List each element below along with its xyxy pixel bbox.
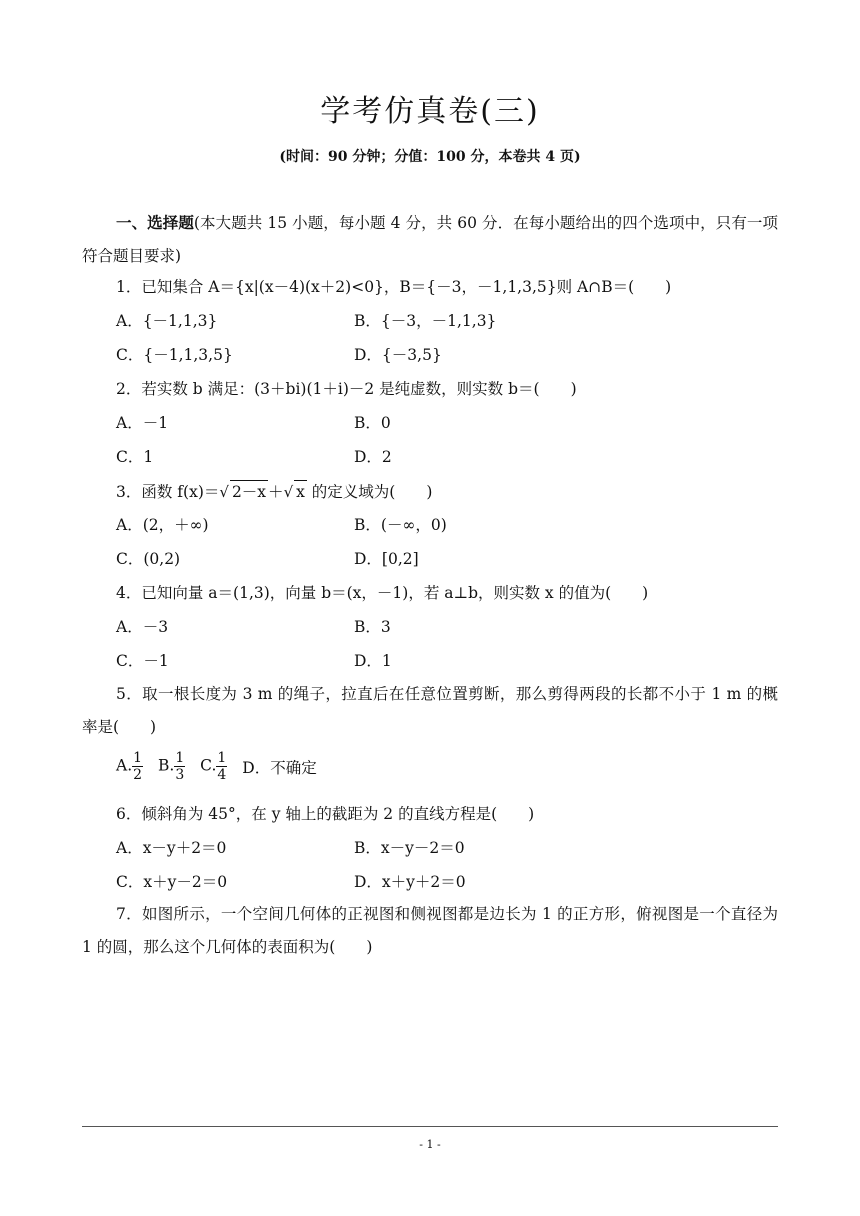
section-text: (本大题共 15 小题，每小题 4 分，共 60 分．在每小题给出的四个选项中，只有一项符合题目要求): [82, 214, 778, 265]
question-1-option-b: B．{－3，－1,1,3}: [354, 312, 497, 330]
question-2-option-c: C．1: [116, 448, 154, 466]
question-3-radicand-1: 2－x: [230, 480, 268, 503]
fraction: [216, 750, 227, 783]
question-3-stem-mid: ＋: [268, 483, 284, 501]
question-3-option-c: C．(0,2): [116, 550, 181, 568]
sqrt-icon: √: [219, 483, 229, 501]
question-3-stem-pre: 3．函数 f(x)＝: [116, 483, 220, 501]
question-3-stem: [116, 480, 432, 503]
question-6-option-a: A．x－y＋2＝0: [116, 839, 227, 857]
page-number: - 1 -: [419, 1138, 441, 1151]
question-5-option-b: [158, 750, 185, 783]
question-5-option-c: [200, 750, 227, 783]
exam-title: 学考仿真卷(三): [320, 94, 540, 129]
question-1-option-a: A．{－1,1,3}: [116, 312, 218, 330]
question-4-option-b: B．3: [354, 618, 391, 636]
question-6-stem: 6．倾斜角为 45°，在 y 轴上的截距为 2 的直线方程是( ): [116, 805, 535, 823]
question-5-option-a: [116, 750, 143, 783]
question-3-radicand-2: x: [294, 480, 307, 503]
question-2-option-d: D．2: [354, 448, 392, 466]
question-4-option-a: A．－3: [116, 618, 169, 636]
footer-divider: [82, 1126, 778, 1127]
option-label: A.: [116, 756, 133, 775]
fraction-numerator: 1: [217, 750, 227, 766]
question-4-stem: 4．已知向量 a＝(1,3)，向量 b＝(x，－1)，若 a⊥b，则实数 x 的值为( ): [116, 584, 649, 602]
question-1-option-d: D．{－3,5}: [354, 346, 442, 364]
question-6-option-c: C．x＋y－2＝0: [116, 873, 228, 891]
exam-subtitle: (时间：90 分钟；分值：100 分，本卷共 4 页): [279, 149, 581, 165]
question-5-options: [116, 750, 327, 790]
section-heading: 一、选择题: [116, 213, 194, 232]
fraction-denominator: 3: [175, 767, 185, 783]
question-5-stem: 5．取一根长度为 3 m 的绳子，拉直后在任意位置剪断，那么剪得两段的长都不小于 1 m 的概率是( ): [82, 685, 778, 736]
question-1-stem: 1．已知集合 A＝{x|(x－4)(x＋2)<0}，B＝{－3，－1,1,3,5}则 A∩B＝( ): [116, 278, 672, 296]
question-4-option-d: D．1: [354, 652, 392, 670]
sqrt-icon: √: [283, 483, 294, 501]
fraction-numerator: 1: [133, 750, 143, 766]
question-3-option-b: B．(－∞，0): [354, 516, 447, 534]
fraction-numerator: 1: [175, 750, 185, 766]
fraction: [174, 750, 185, 783]
question-1-option-c: C．{－1,1,3,5}: [116, 346, 233, 364]
question-2-option-a: A．－1: [116, 414, 169, 432]
question-3-stem-post: 的定义域为( ): [306, 483, 433, 501]
question-2-option-b: B．0: [354, 414, 391, 432]
question-4-option-c: C．－1: [116, 652, 169, 670]
question-5-option-d: D．不确定: [242, 758, 317, 777]
fraction: [132, 750, 143, 783]
question-7-stem: 7．如图所示，一个空间几何体的正视图和侧视图都是边长为 1 的正方形，俯视图是一个直径为 1 的圆，那么这个几何体的表面积为( ): [82, 905, 778, 956]
question-3-option-d: D．[0,2]: [354, 550, 419, 568]
question-6-option-b: B．x－y－2＝0: [354, 839, 465, 857]
section-instructions: [82, 206, 778, 273]
fraction-denominator: 2: [133, 767, 143, 783]
option-label: B.: [157, 756, 175, 775]
fraction-denominator: 4: [217, 767, 227, 783]
question-3-option-a: A．(2，＋∞): [116, 516, 209, 534]
option-label: C.: [200, 756, 217, 775]
question-2-stem: 2．若实数 b 满足：(3＋bi)(1＋i)－2 是纯虚数，则实数 b＝( ): [116, 380, 577, 398]
question-6-option-d: D．x＋y＋2＝0: [354, 873, 466, 891]
